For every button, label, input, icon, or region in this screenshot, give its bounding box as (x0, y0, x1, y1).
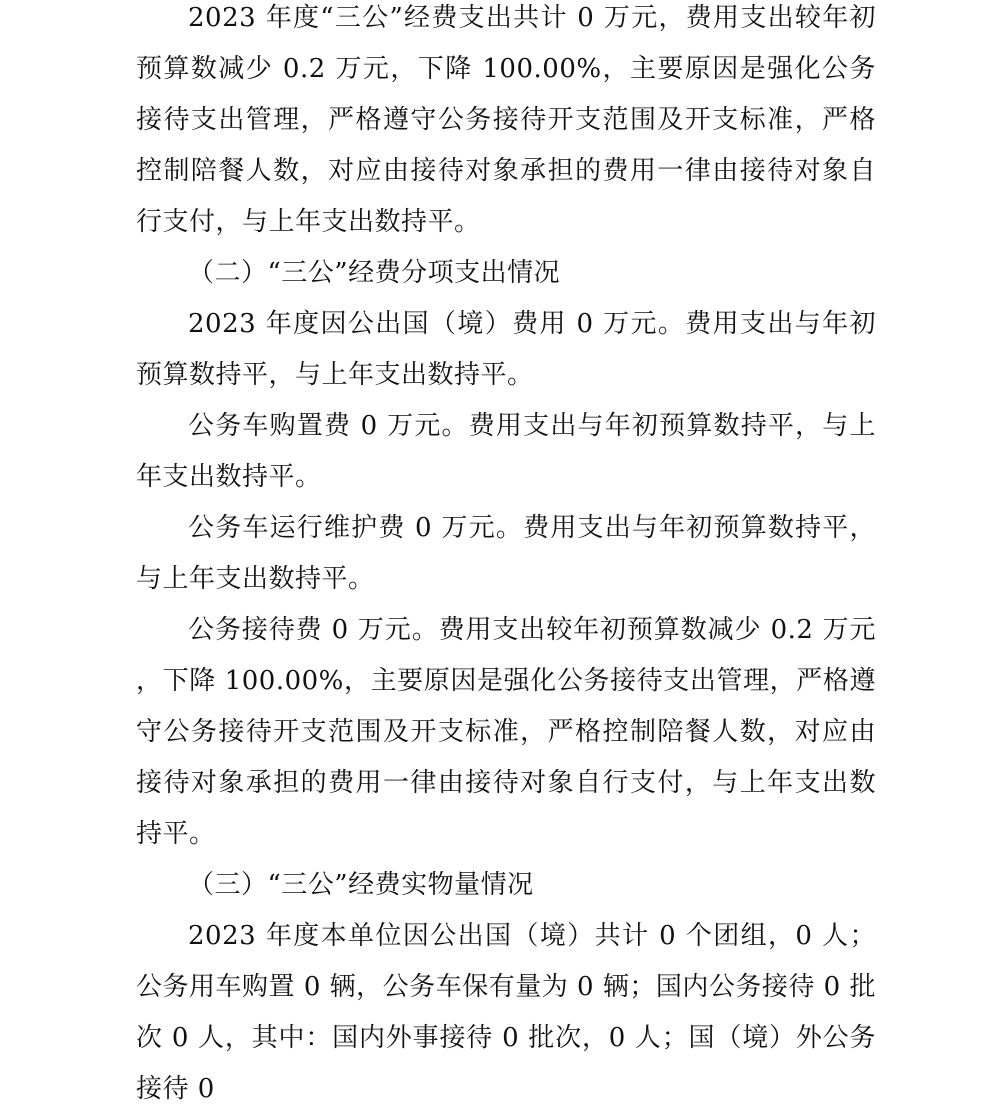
paragraph-vehicle-purchase: 公务车购置费 0 万元。费用支出与年初预算数持平，与上年支出数持平。 (136, 411, 876, 492)
document-body (136, 0, 876, 1115)
paragraph-vehicle-maintenance: 公务车运行维护费 0 万元。费用支出与年初预算数持平，与上年支出数持平。 (136, 513, 876, 594)
section-heading-physical-quantity: （三）“三公”经费实物量情况 (188, 870, 534, 900)
paragraph-reception-expenses: 公务接待费 0 万元。费用支出较年初预算数减少 0.2 万元，下降 100.00%，主要原因是强化公务接待支出管理，严格遵守公务接待开支范围及开支标准，严格控制陪餐人数，对应由接待对象承担的费用一律由接待对象自行支付，与上年支出数持平。 (136, 615, 876, 849)
paragraph-physical-quantity: 2023 年度本单位因公出国（境）共计 0 个团组，0 人；公务用车购置 0 辆，公务车保有量为 0 辆；国内公务接待 0 批次 0 人，其中：国内外事接待 0 批次，0 人；国（境）外公务接待 0 (136, 921, 876, 1104)
paragraph-overseas-travel: 2023 年度因公出国（境）费用 0 万元。费用支出与年初预算数持平，与上年支出数持平。 (136, 309, 876, 390)
section-heading-itemized: （二）“三公”经费分项支出情况 (188, 258, 561, 288)
paragraph-total-expenditure: 2023 年度“三公”经费支出共计 0 万元，费用支出较年初预算数减少 0.2 万元，下降 100.00%，主要原因是强化公务接待支出管理，严格遵守公务接待开支范围及开支标准，严格控制陪餐人数，对应由接待对象承担的费用一律由接待对象自行支付，与上年支出数持平。 (136, 3, 876, 237)
